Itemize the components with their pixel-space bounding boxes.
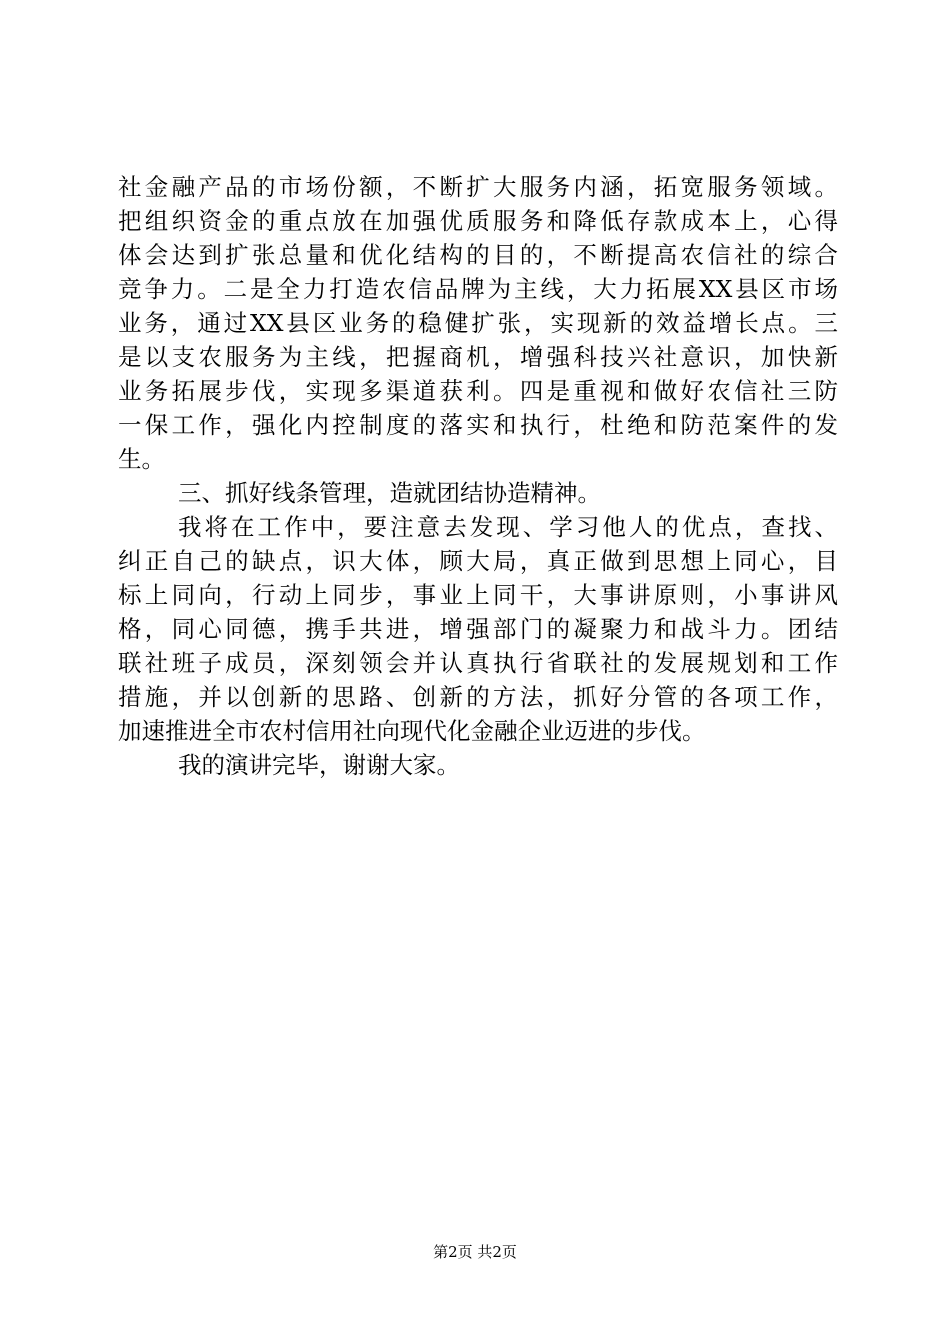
paragraph-3 [118,510,838,748]
closing-line: 我的演讲完毕，谢谢大家。 [178,751,460,779]
paragraph-line: 格，同心同德，携手共进，增强部门的凝聚力和战斗力。团结 [118,615,838,643]
closing-paragraph [118,748,838,782]
paragraph-line: 业务拓展步伐，实现多渠道获利。四是重视和做好农信社三防 [118,377,838,405]
paragraph-line: 我将在工作中，要注意去发现、学习他人的优点，查找、 [178,513,838,541]
paragraph-line: 把组织资金的重点放在加强优质服务和降低存款成本上，心得 [118,207,838,235]
paragraph-line: 标上同向，行动上同步，事业上同干，大事讲原则，小事讲风 [118,581,838,609]
paragraph-1 [118,170,838,476]
paragraph-line: 体会达到扩张总量和优化结构的目的，不断提高农信社的综合 [118,241,838,269]
section-heading [118,476,838,510]
paragraph-line: 一保工作，强化内控制度的落实和执行，杜绝和防范案件的发 [118,411,838,439]
paragraph-line: 措施，并以创新的思路、创新的方法，抓好分管的各项工作， [118,683,838,711]
section-heading-line: 三、抓好线条管理，造就团结协造精神。 [178,479,601,507]
paragraph-line: 生。 [118,445,165,473]
document-body [118,170,838,782]
paragraph-line: 联社班子成员，深刻领会并认真执行省联社的发展规划和工作 [118,649,838,677]
page-footer: 第2页 共2页 [433,1243,517,1261]
paragraph-line: 竞争力。二是全力打造农信品牌为主线，大力拓展XX县区市场 [118,275,838,303]
paragraph-line: 加速推进全市农村信用社向现代化金融企业迈进的步伐。 [118,717,706,745]
paragraph-line: 社金融产品的市场份额，不断扩大服务内涵，拓宽服务领域。 [118,173,838,201]
paragraph-line: 业务，通过XX县区业务的稳健扩张，实现新的效益增长点。三 [118,309,838,337]
paragraph-line: 是以支农服务为主线，把握商机，增强科技兴社意识，加快新 [118,343,838,371]
paragraph-line: 纠正自己的缺点，识大体，顾大局，真正做到思想上同心，目 [118,547,838,575]
